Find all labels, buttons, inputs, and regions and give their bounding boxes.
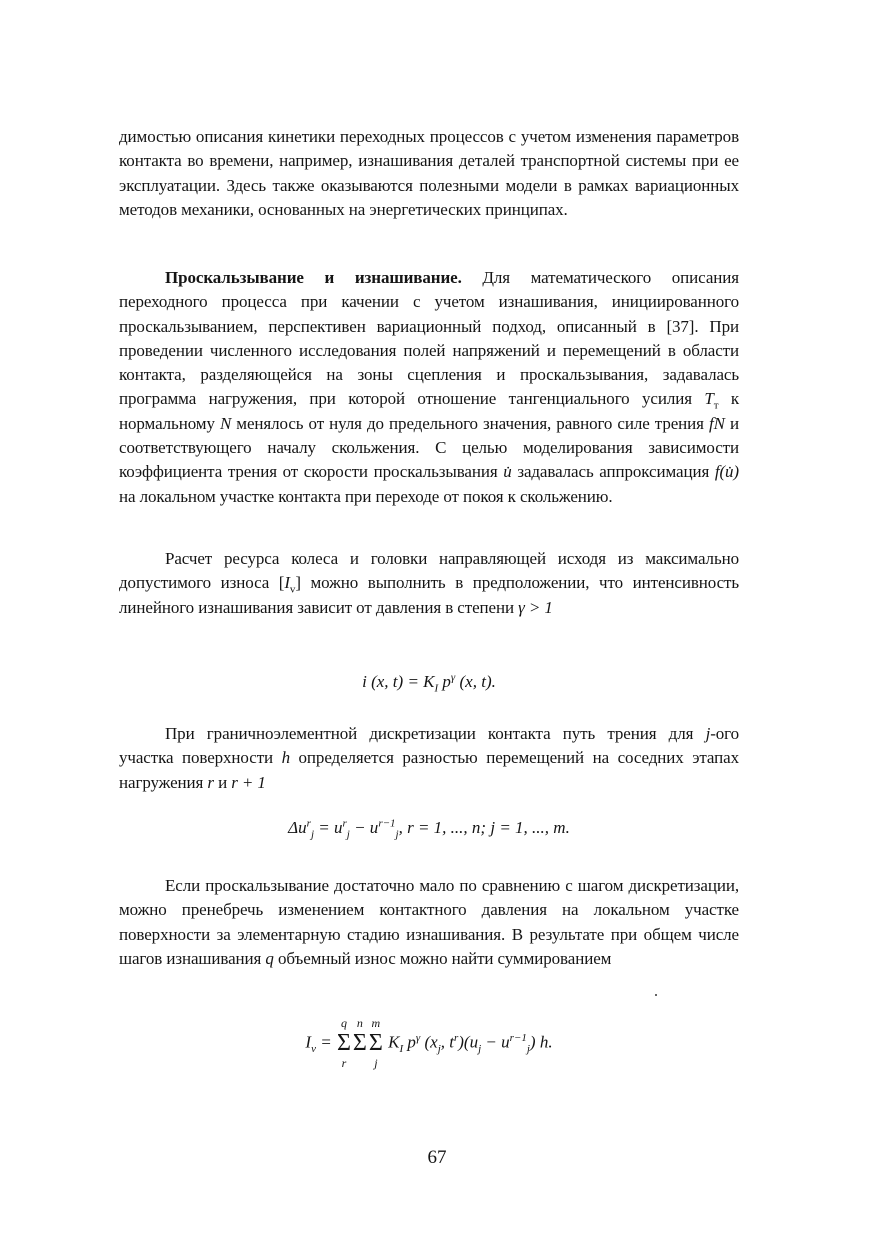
paragraph-resource: Расчет ресурса колеса и головки направляющей исходя из максимально допустимого износа $[I_v]$ можно выполнить в предположении, что интенсивность линейного изнашивания зависит от давления в степени γ > 1 — [119, 549, 740, 617]
formula-wear-intensity: i (x, $t) = K_I$ $p^\gamma$ (x, t). — [362, 671, 496, 695]
sum-over-n: n Σ — [352, 1016, 367, 1056]
scan-speck — [655, 994, 657, 996]
sum-over-j: m Σ j — [368, 1016, 383, 1070]
paragraph-intro — [119, 125, 739, 222]
formula-friction-path: $\Delta u^r_j = u^r_j - u^{r-1}_j$, r = 1, ..., n; j = 1, ..., m. — [288, 817, 570, 841]
page-number: 67 — [427, 1147, 447, 1168]
paragraph-discretization: При граничноэлементной дискретизации контакта путь трения для j-ого участка поверхности h определяется разностью перемещений на соседних этапах нагружения r и r + 1 — [119, 724, 739, 792]
section-runin-heading: Проскальзывание и изнашивание. — [165, 268, 462, 287]
formula-volume-wear: $I_v$ = q Σ r n Σ m Σ j $K_I$ $p^\gamma$ ($x_j$, $t^r)(u_j - u^{r-1}_j)$ h. — [305, 1016, 553, 1070]
paragraph-intro-text: димостью описания кинетики переходных процессов с учетом изменения параметров контакта во времени, например, изнашивания деталей транспортной системы при ее эксплуатации. Здесь также оказываются полезными модели в рамках вариационных методов механики, основанных на энергетических принципах. — [119, 127, 739, 219]
paragraph-summation: Если проскальзывание достаточно мало по сравнению с шагом дискретизации, можно пренебречь изменением контактного давления на локальном участке поверхности за элементарную стадию изнашивания. В результате при общем числе шагов изнашивания q объемный износ можно найти суммированием — [119, 876, 739, 968]
sum-over-r: q Σ r — [336, 1016, 351, 1070]
paragraph-slip-wear: Проскальзывание и изнашивание. Для математического описания переходного процесса при качении с учетом изнашивания, инициированного проскальзыванием, перспективен вариационный подход, описанный в [37]. При проведении численного исследования полей напряжений и перемещений в области контакта, разделяющейся на зоны сцепления и проскальзывания, задавалась программа нагружения, при которой отношение тангенциального усилия $T_т$ к нормальному N менялось от нуля до предельного значения, равного силе трения fN и соответствующего началу скольжения. С целью моделирования зависимости коэффициента трения от скорости проскальзывания u̇ задавалась аппроксимация f(u̇) на локальном участке контакта при переходе от покоя к скольжению. — [119, 268, 740, 506]
